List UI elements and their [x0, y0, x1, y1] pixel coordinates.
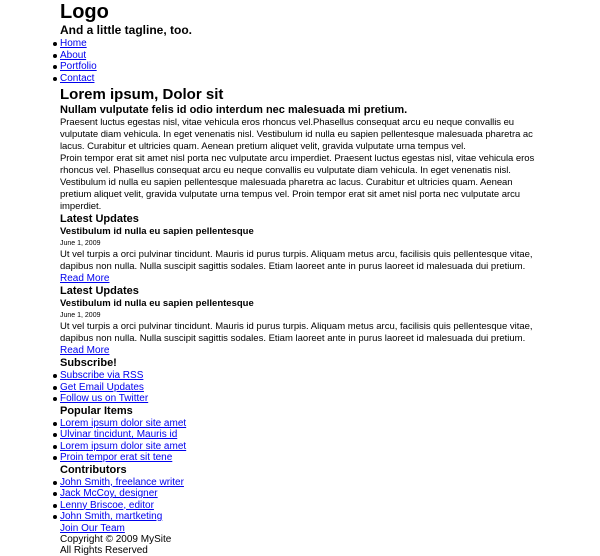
popular-section — [60, 405, 540, 464]
subscribe-title: Subscribe! — [60, 357, 117, 369]
tagline: And a little tagline, too. — [60, 23, 192, 37]
update-title: Latest Updates — [60, 285, 139, 297]
list-item — [60, 511, 540, 523]
subscribe-section — [60, 357, 540, 405]
subscribe-rss-link[interactable]: Subscribe via RSS — [60, 370, 144, 381]
list-item — [60, 429, 540, 441]
page-subtitle: Nullam vulputate felis id odio interdum nec malesuada mi pretium. — [60, 104, 408, 116]
nav-item-home — [60, 38, 540, 50]
contributors-title: Contributors — [60, 463, 127, 476]
intro-paragraph-1: Praesent luctus egestas nisl, vitae vehicula eros rhoncus vel.Phasellus consequat arcu eu neque convallis eu vulputate diam vehicula. In eget venenatis nisl. Vestibulum id nulla eu sapien pellentesque malesuada pharetra ac lacus. Curabitur et ultricies quam. Aenean pretium aliquet velit, gravida vulputate urna tempus vel. — [60, 117, 533, 152]
email-updates-link[interactable]: Get Email Updates — [60, 381, 144, 393]
twitter-link[interactable]: Follow us on Twitter — [60, 393, 149, 404]
update-block-1 — [60, 213, 540, 285]
read-more-link[interactable]: Read More — [60, 345, 110, 356]
logo[interactable]: Logo — [60, 1, 109, 23]
main-content — [60, 86, 540, 213]
update-text: Ut vel turpis a orci pulvinar tincidunt. Mauris id purus turpis. Aliquam metus arcu, facilisis quis pellentesque vitae, dapibus non nulla. Nulla suscipit sagittis sodales. Etiam laoreet ante in purus laoreet id malesuada dui pretium. — [60, 249, 533, 272]
nav-item-contact — [60, 73, 540, 85]
contributors-list — [60, 477, 540, 523]
update-date: June 1, 2009 — [60, 240, 101, 247]
site-header — [60, 2, 540, 38]
page — [0, 2, 600, 554]
popular-list — [60, 418, 540, 464]
nav-link-contact[interactable]: Contact — [60, 72, 95, 84]
list-item — [60, 382, 540, 394]
rights-text: All Rights Reserved — [60, 545, 148, 556]
update-block-2 — [60, 285, 540, 357]
update-date: June 1, 2009 — [60, 312, 101, 319]
read-more-link[interactable]: Read More — [60, 273, 110, 284]
contributor-link[interactable]: Lenny Briscoe, editor — [60, 499, 154, 511]
list-item — [60, 488, 540, 500]
contributor-link[interactable]: Jack McCoy, designer — [60, 488, 158, 499]
contributors-section — [60, 464, 540, 535]
list-item — [60, 500, 540, 512]
join-our-team-link[interactable]: Join Our Team — [60, 522, 125, 534]
site-footer — [60, 534, 540, 556]
list-item — [60, 441, 540, 453]
nav-item-about — [60, 50, 540, 62]
update-title: Latest Updates — [60, 213, 139, 225]
nav-item-portfolio — [60, 61, 540, 73]
popular-title: Popular Items — [60, 404, 133, 417]
nav-link-portfolio[interactable]: Portfolio — [60, 61, 97, 72]
contributor-link[interactable]: John Smith, freelance writer — [60, 476, 184, 488]
copyright-text: Copyright © 2009 MySite — [60, 534, 172, 545]
update-subtitle: Vestibulum id nulla eu sapien pellentesque — [60, 298, 254, 309]
main-nav — [60, 38, 540, 84]
list-item — [60, 393, 540, 405]
page-title: Lorem ipsum, Dolor sit — [60, 86, 224, 103]
contributor-link[interactable]: John Smith, martketing — [60, 511, 163, 522]
list-item — [60, 452, 540, 464]
popular-item-link[interactable]: Lorem ipsum dolor site amet — [60, 417, 187, 429]
intro-paragraph-2: Proin tempor erat sit amet nisl porta nec vulputate arcu imperdiet. Praesent luctus egestas nisl, vitae vehicula eros rhoncus vel. Phasellus consequat arcu eu neque convallis eu vulputate diam vehicula. In eget venenatis nisl. Vestibulum id nulla eu sapien pellentesque malesuada pharetra ac lacus. Curabitur et ultricies quam. Aenean pretium aliquet velit, gravida vulputate urna tempus vel. Proin tempor erat sit amet nisl porta nec vulputate arcu imperdiet. — [60, 153, 535, 212]
update-subtitle: Vestibulum id nulla eu sapien pellentesque — [60, 226, 254, 237]
update-text: Ut vel turpis a orci pulvinar tincidunt. Mauris id purus turpis. Aliquam metus arcu, facilisis quis pellentesque vitae, dapibus non nulla. Nulla suscipit sagittis sodales. Etiam laoreet ante in purus laoreet id malesuada dui pretium. — [60, 321, 533, 344]
popular-item-link[interactable]: Ulvinar tincidunt, Mauris id — [60, 429, 178, 440]
nav-link-about[interactable]: About — [60, 49, 87, 61]
popular-item-link[interactable]: Proin tempor erat sit tene — [60, 452, 173, 463]
subscribe-list — [60, 370, 540, 405]
nav-link-home[interactable]: Home — [60, 38, 87, 49]
list-item — [60, 418, 540, 430]
list-item — [60, 370, 540, 382]
list-item — [60, 477, 540, 489]
popular-item-link[interactable]: Lorem ipsum dolor site amet — [60, 440, 187, 452]
